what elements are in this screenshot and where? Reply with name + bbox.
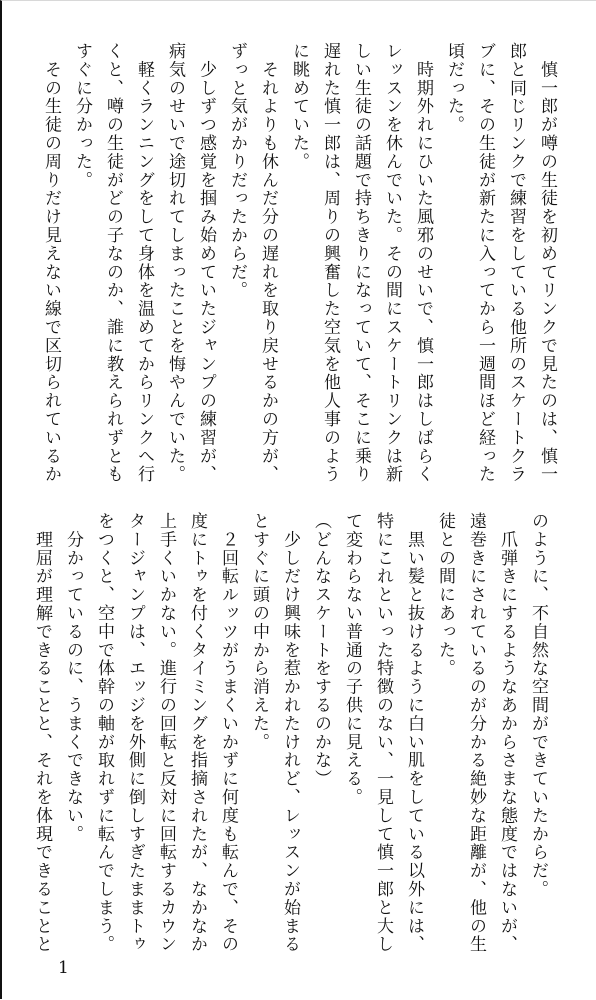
text-line: 少しずつ感覚を掴み始めていたジャンプの練習が、 bbox=[196, 42, 216, 484]
text-line: 少しだけ興味を惹かれたけれど、レッスンが始まる bbox=[280, 512, 300, 954]
text-line: （どんなスケートをするのかな） bbox=[311, 512, 331, 788]
text-line: それよりも休んだ分の遅れを取り戻せるかの方が、 bbox=[258, 42, 278, 484]
text-line: 分かっているのに、うまくできない。 bbox=[63, 512, 83, 844]
text-line: 慎一郎が噂の生徒を初めてリンクで見たのは、慎一 bbox=[537, 42, 557, 484]
text-line: 上手くいかない。進行の回転と反対に回転するカウン bbox=[156, 512, 176, 954]
text-line: 爪弾きにするようなあからさまな態度ではないが、 bbox=[497, 512, 517, 954]
text-line: とすぐに頭の中から消えた。 bbox=[249, 512, 269, 752]
text-line: 度にトゥを付くタイミングを指摘されたが、なかなか bbox=[187, 512, 207, 954]
upper-text-block bbox=[35, 42, 562, 484]
text-line: すぐに分かった。 bbox=[72, 42, 92, 190]
text-line: 理屈が理解できることと、それを体現できることと bbox=[32, 512, 52, 954]
text-line: 郎と同じリンクで練習をしている他所のスケートクラ bbox=[506, 42, 526, 484]
page-number: 1 bbox=[58, 958, 69, 978]
text-line: しい生徒の話題で持ちきりになっていて、そこに乗り bbox=[351, 42, 371, 484]
text-line: 特にこれといった特徴のない、一見して慎一郎と大し bbox=[373, 512, 393, 954]
text-line: その生徒の周りだけ見えない線で区切られているか bbox=[41, 42, 61, 484]
text-line: 徒との間にあった。 bbox=[435, 512, 455, 678]
text-line: タージャンプは、エッジを外側に倒しすぎたままトゥ bbox=[125, 512, 145, 954]
text-line: ２回転ルッツがうまくいかずに何度も転んで、その bbox=[218, 512, 238, 954]
text-line: て変わらない普通の子供に見える。 bbox=[342, 512, 362, 807]
text-line: ブに、その生徒が新たに入ってから一週間ほど経った bbox=[475, 42, 495, 484]
text-line: くと、噂の生徒がどの子なのか、誰に教えられずとも bbox=[103, 42, 123, 484]
text-line: 黒い髪と抜けるように白い肌をしている以外には、 bbox=[404, 512, 424, 954]
text-line: に眺めていた。 bbox=[289, 42, 309, 171]
text-line: 頃だった。 bbox=[444, 42, 464, 134]
text-line: ずっと気がかりだったからだ。 bbox=[227, 42, 247, 300]
text-line: 遠巻きにされているのが分かる絶妙な距離が、他の生 bbox=[466, 512, 486, 954]
text-line: 軽くランニングをして身体を温めてからリンクへ行 bbox=[134, 42, 154, 484]
text-line: 病気のせいで途切れてしまったことを悔やんでいた。 bbox=[165, 42, 185, 484]
text-line: 遅れた慎一郎は、周りの興奮した空気を他人事のよう bbox=[320, 42, 340, 484]
lower-text-block bbox=[26, 512, 553, 954]
text-line: をつくと、空中で体幹の軸が取れずに転んでしまう。 bbox=[94, 512, 114, 954]
text-line: レッスンを休んでいた。その間にスケートリンクは新 bbox=[382, 42, 402, 484]
text-line: 時期外れにひいた風邪のせいで、慎一郎はしばらく bbox=[413, 42, 433, 484]
text-line: のように、不自然な空間ができていたからだ。 bbox=[528, 512, 548, 899]
